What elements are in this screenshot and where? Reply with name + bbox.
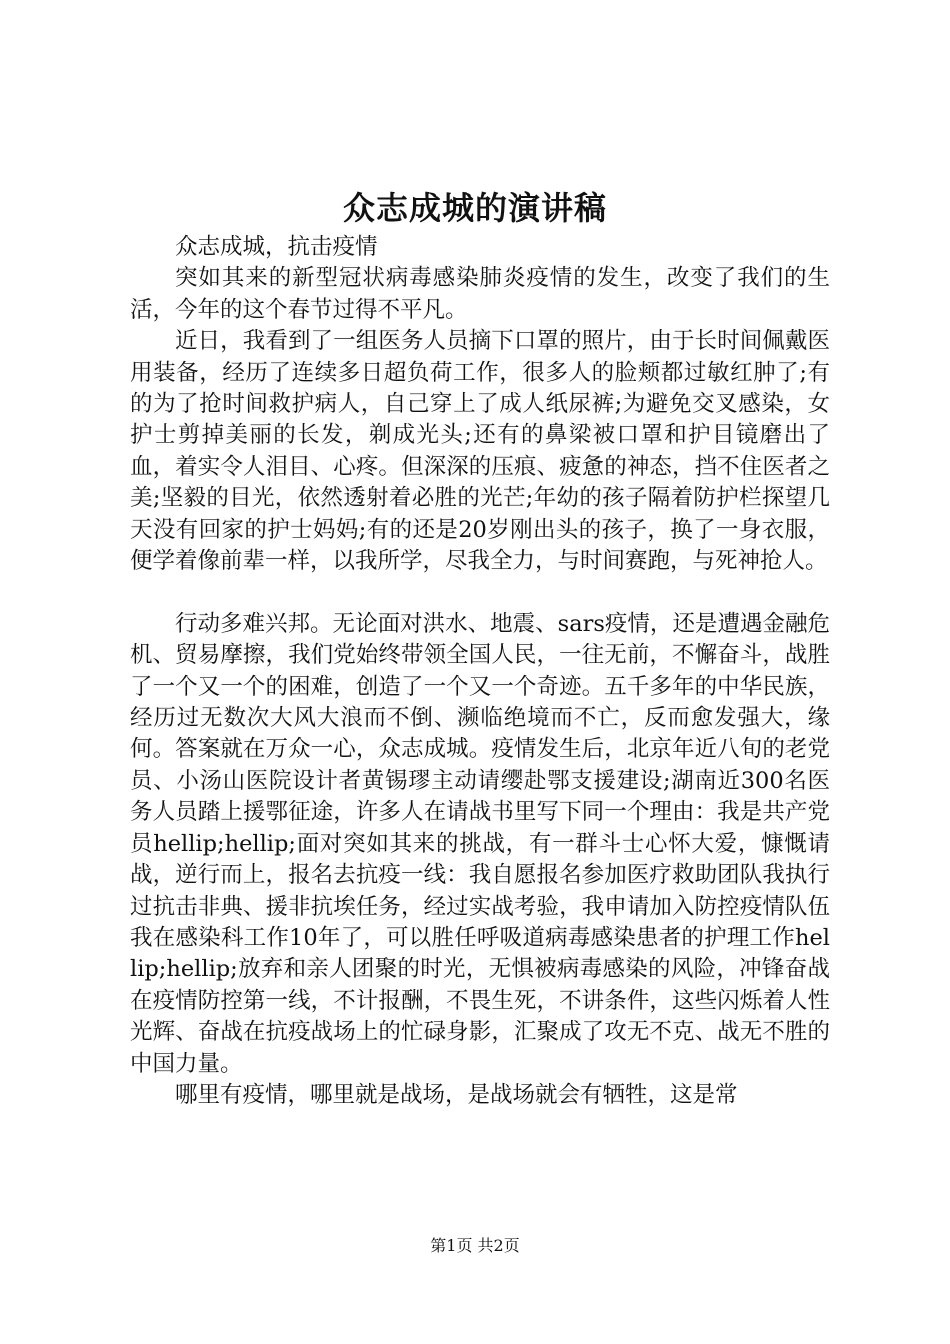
body-paragraph: 行动多难兴邦。无论面对洪水、地震、sars疫情，还是遭遇金融危机、贸易摩擦，我们党始终带领全国人民，一往无前，不懈奋斗，战胜了一个又一个的困难，创造了一个又一个奇迹。五千多年的中华民族，经历过无数次大风大浪而不倒、濒临绝境而不亡，反而愈发强大，缘何。答案就在万众一心，众志成城。疫情发生后，北京年近八旬的老党员、小汤山医院设计者黄锡璆主动请缨赴鄂支援建设;湖南近300名医务人员踏上援鄂征途，许多人在请战书里写下同一个理由：我是共产党员hellip;hellip;面对突如其来的挑战，有一群斗士心怀大爱，慷慨请战，逆行而上，报名去抗疫一线：我自愿报名参加医疗救助团队我执行过抗击非典、援非抗埃任务，经过实战考验，我申请加入防控疫情队伍我在感染科工作10年了，可以胜任呼吸道病毒感染患者的护理工作hellip;hellip;放弃和亲人团聚的时光，无惧被病毒感染的风险，冲锋奋战在疫情防控第一线，不计报酬，不畏生死，不讲条件，这些闪烁着人性光辉、奋战在抗疫战场上的忙碌身影，汇聚成了攻无不克、战无不胜的中国力量。 — [130, 610, 830, 1077]
page-footer: 第1页 共2页 — [430, 1236, 520, 1255]
document-title: 众志成城的演讲稿 — [342, 189, 607, 227]
document-body — [130, 232, 830, 1111]
body-paragraph: 突如其来的新型冠状病毒感染肺炎疫情的发生，改变了我们的生活，今年的这个春节过得不平凡。 — [130, 265, 830, 323]
body-paragraph: 哪里有疫情，哪里就是战场，是战场就会有牺牲，这是常 — [175, 1081, 738, 1108]
body-paragraph: 近日，我看到了一组医务人员摘下口罩的照片，由于长时间佩戴医用装备，经历了连续多日超负荷工作，很多人的脸颊都过敏红肿了;有的为了抢时间救护病人，自己穿上了成人纸尿裤;为避免交叉感染，女护士剪掉美丽的长发，剃成光头;还有的鼻梁被口罩和护目镜磨出了血，着实令人泪目、心疼。但深深的压痕、疲惫的神态，挡不住医者之美;坚毅的目光，依然透射着必胜的光芒;年幼的孩子隔着防护栏探望几天没有回家的护士妈妈;有的还是20岁刚出头的孩子，换了一身衣服，便学着像前辈一样，以我所学，尽我全力，与时间赛跑，与死神抢人。 — [130, 328, 830, 575]
subtitle-paragraph: 众志成城，抗击疫情 — [175, 234, 378, 260]
